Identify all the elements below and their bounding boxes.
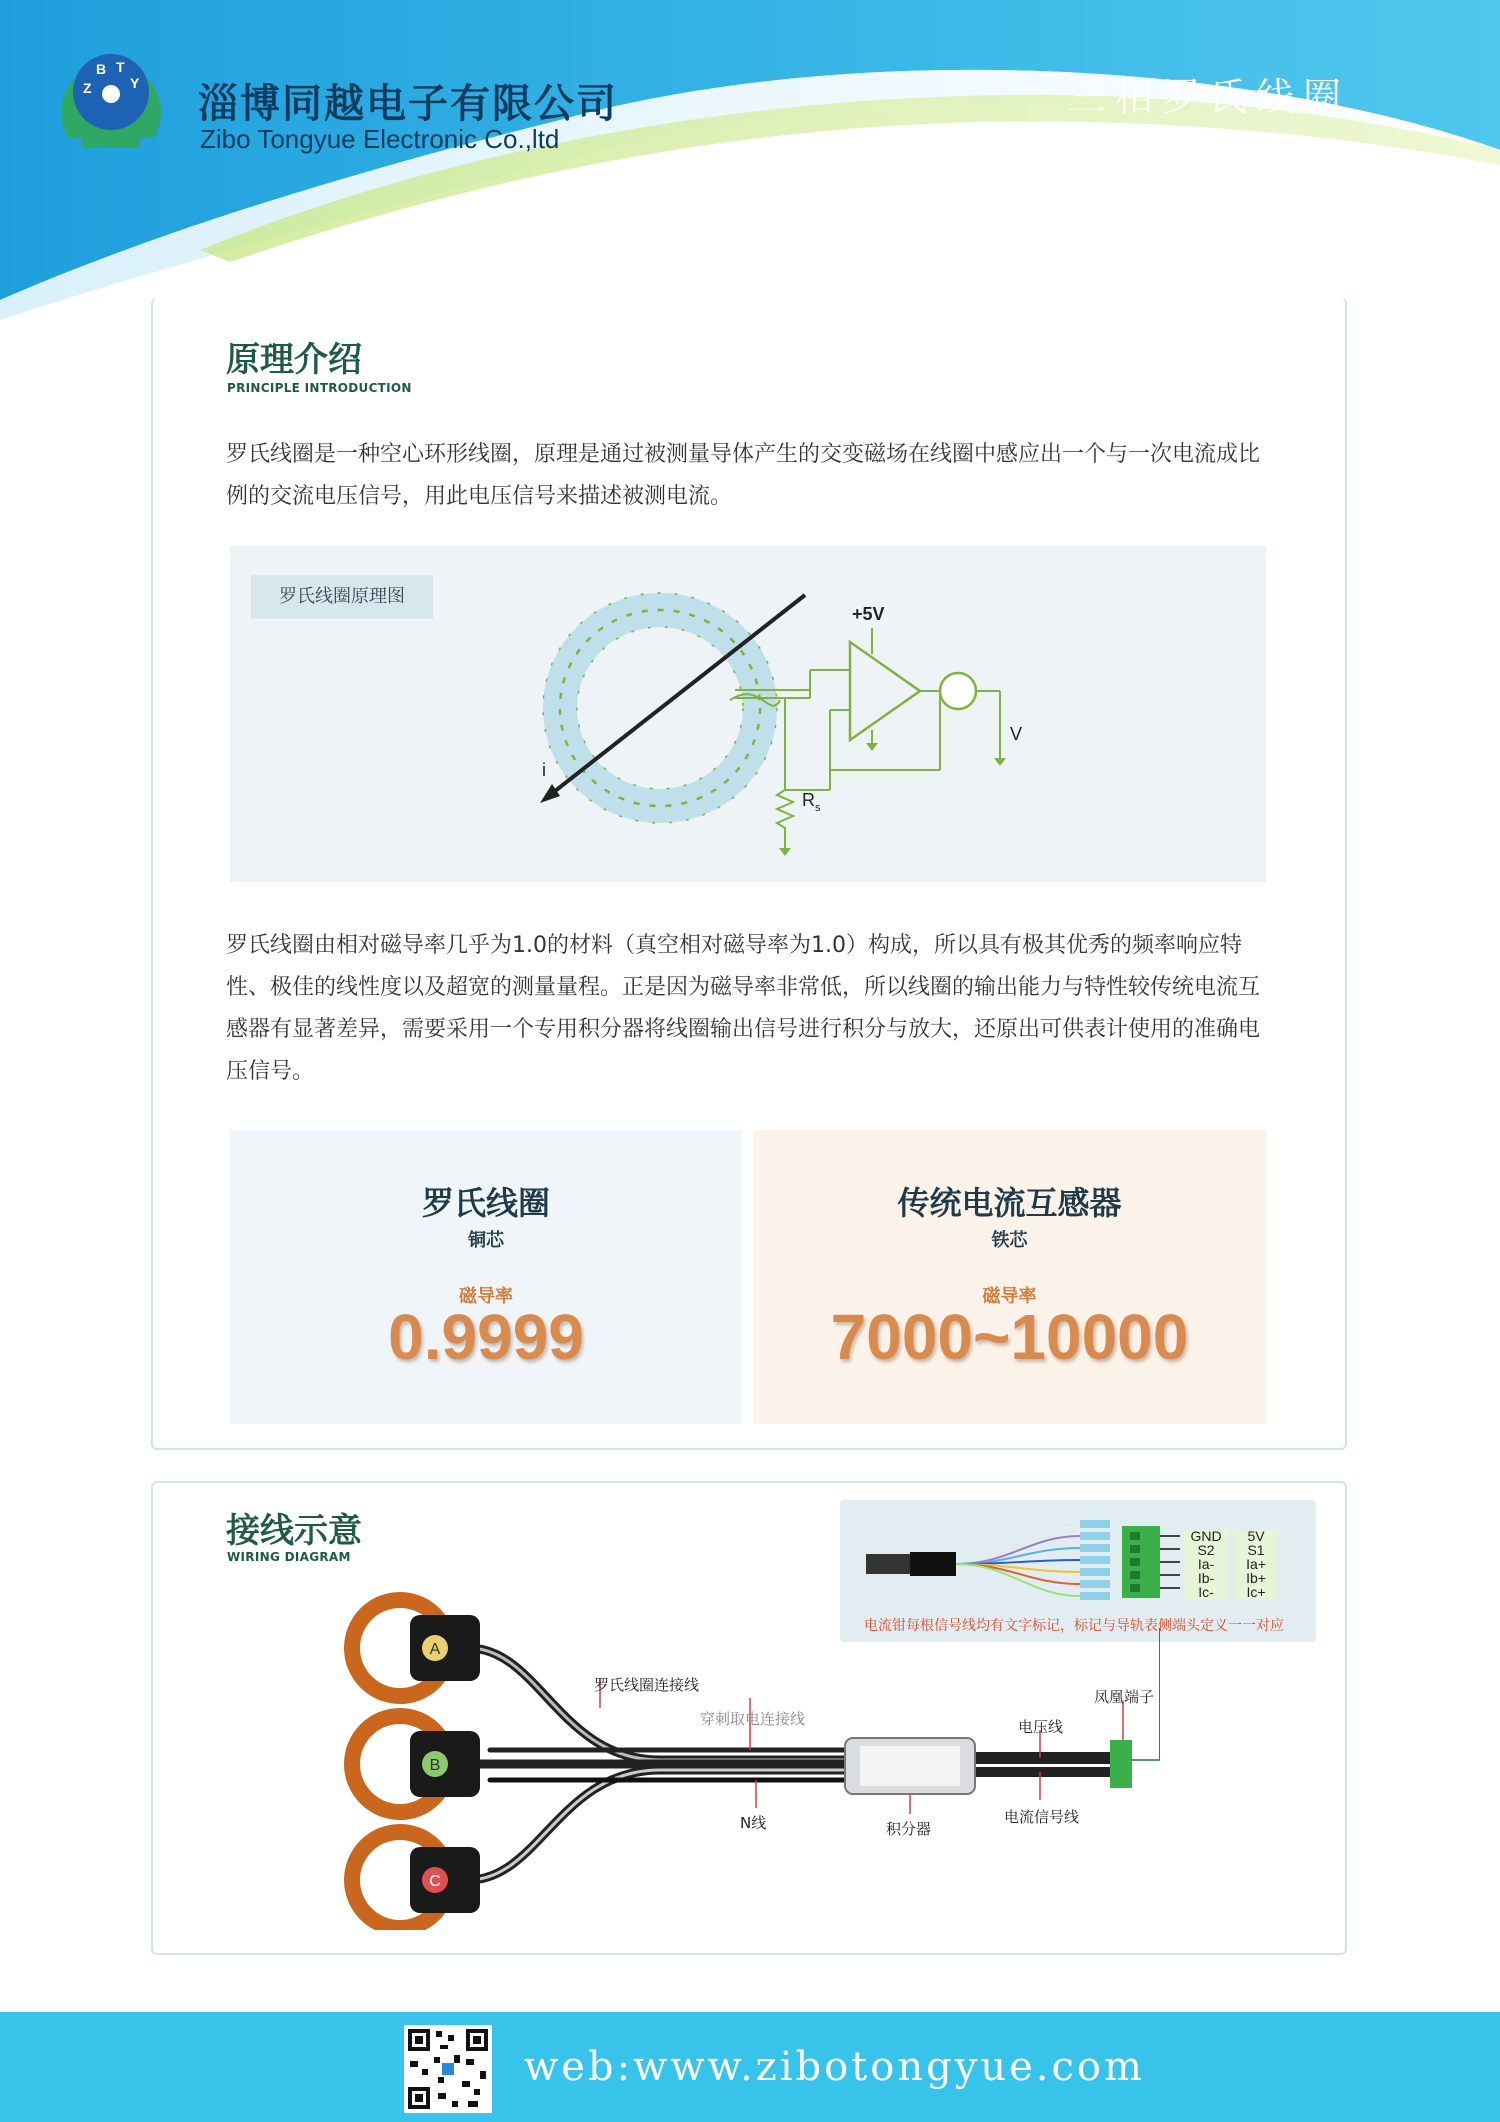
pin-ic-plus: Ic+ [1246,1584,1266,1600]
traditional-ct-card [753,1130,1266,1424]
pierce-cable-label: 穿刺取电连接线 [700,1710,806,1728]
resistor-label: R [802,790,815,810]
clamp-a [352,1600,480,1696]
amplifier-icon [850,642,920,740]
current-signal-line-label: 电流信号线 [1004,1808,1080,1826]
permeability-label: 磁导率 [982,1286,1037,1307]
rogowski-schematic [530,580,1050,870]
principle-paragraph-2: 罗氏线圈由相对磁导率几乎为1.0的材料（真空相对磁导率为1.0）构成，所以具有极其优秀的频率响应特性、极佳的线性度以及超宽的测量量程。正是因为磁导率非常低，所以线圈的输出能力与特性较传统电流互感器有显著差异，需要采用一个专用积分器将线圈输出信号进行积分与放大，还原出可供表计使用的准确电压信号。 [226,933,1261,1084]
pin-s1: S1 [1247,1542,1265,1558]
wiring-title: 接线示意 [226,1511,362,1551]
card-title: 罗氏线圈 [421,1184,550,1222]
phoenix-terminal-label: 凤凰端子 [1094,1688,1155,1706]
pin-ib-plus: Ib+ [1246,1570,1266,1586]
phoenix-terminal-icon [1110,1740,1132,1788]
rogowski-card [230,1130,742,1424]
pin-gnd: GND [1190,1528,1222,1544]
card-core: 铁芯 [991,1230,1028,1251]
pin-ib-minus: Ib- [1197,1570,1215,1586]
wiring-illustration [340,1590,1160,1930]
phase-c-label: C [429,1873,441,1890]
meter-icon [940,673,976,709]
product-title: 三相罗氏线圈 [1067,75,1350,119]
pin-ic-minus: Ic- [1198,1584,1214,1600]
current-label: i [542,760,546,780]
resistor-subscript: s [815,802,821,814]
current-arrow-icon [540,784,560,803]
company-name-cn: 淄博同越电子有限公司 [198,81,618,127]
coil-cable-label: 罗氏线圈连接线 [594,1676,700,1694]
permeability-label: 磁导率 [459,1286,513,1307]
n-line-label: N线 [740,1814,767,1832]
website-url[interactable]: web:www.zibotongyue.com [524,2044,1145,2090]
header-banner [0,0,1500,320]
logo-letter-b: B [96,61,107,77]
wiring-subtitle: WIRING DIAGRAM [227,1550,351,1564]
phoenix-connector-icon [1122,1526,1160,1598]
clamp-c [352,1832,480,1928]
pin-ia-plus: Ia+ [1246,1556,1266,1572]
phase-b-label: B [429,1757,441,1774]
pin-ia-minus: Ia- [1197,1556,1215,1572]
phase-a-label: A [429,1641,441,1658]
principle-paragraph-1: 罗氏线圈是一种空心环形线圈，原理是通过被测量导体产生的交变磁场在线圈中感应出一个与一次电流成比例的交流电压信号，用此电压信号来描述被测电流。 [226,442,1261,509]
principle-title: 原理介绍 [226,340,362,380]
company-name-en: Zibo Tongyue Electronic Co.,ltd [200,124,560,154]
logo-letter-y: Y [130,75,140,91]
card-title: 传统电流互感器 [897,1184,1122,1222]
pin-5v: 5V [1247,1528,1265,1544]
clamp-b [352,1716,480,1812]
output-voltage-label: V [1010,724,1023,744]
logo-letter-z: Z [83,80,92,96]
permeability-value: 7000~10000 [830,1301,1189,1373]
resistor-icon [777,790,793,850]
terminal-note: 电流钳每根信号线均有文字标记，标记与导轨表侧端头定义一一对应 [864,1618,1284,1634]
integrator-label: 积分器 [886,1820,932,1838]
voltage-line-label: 电压线 [1018,1718,1064,1736]
company-logo [54,38,168,152]
pin-s2: S2 [1197,1542,1215,1558]
principle-subtitle: PRINCIPLE INTRODUCTION [227,381,412,395]
qr-code-icon[interactable] [404,2025,492,2113]
logo-letter-t: T [116,59,125,75]
permeability-value: 0.9999 [388,1301,584,1373]
card-core: 铜芯 [468,1230,504,1251]
diagram-tag: 罗氏线圈原理图 [251,575,433,619]
supply-label: +5V [852,604,885,624]
